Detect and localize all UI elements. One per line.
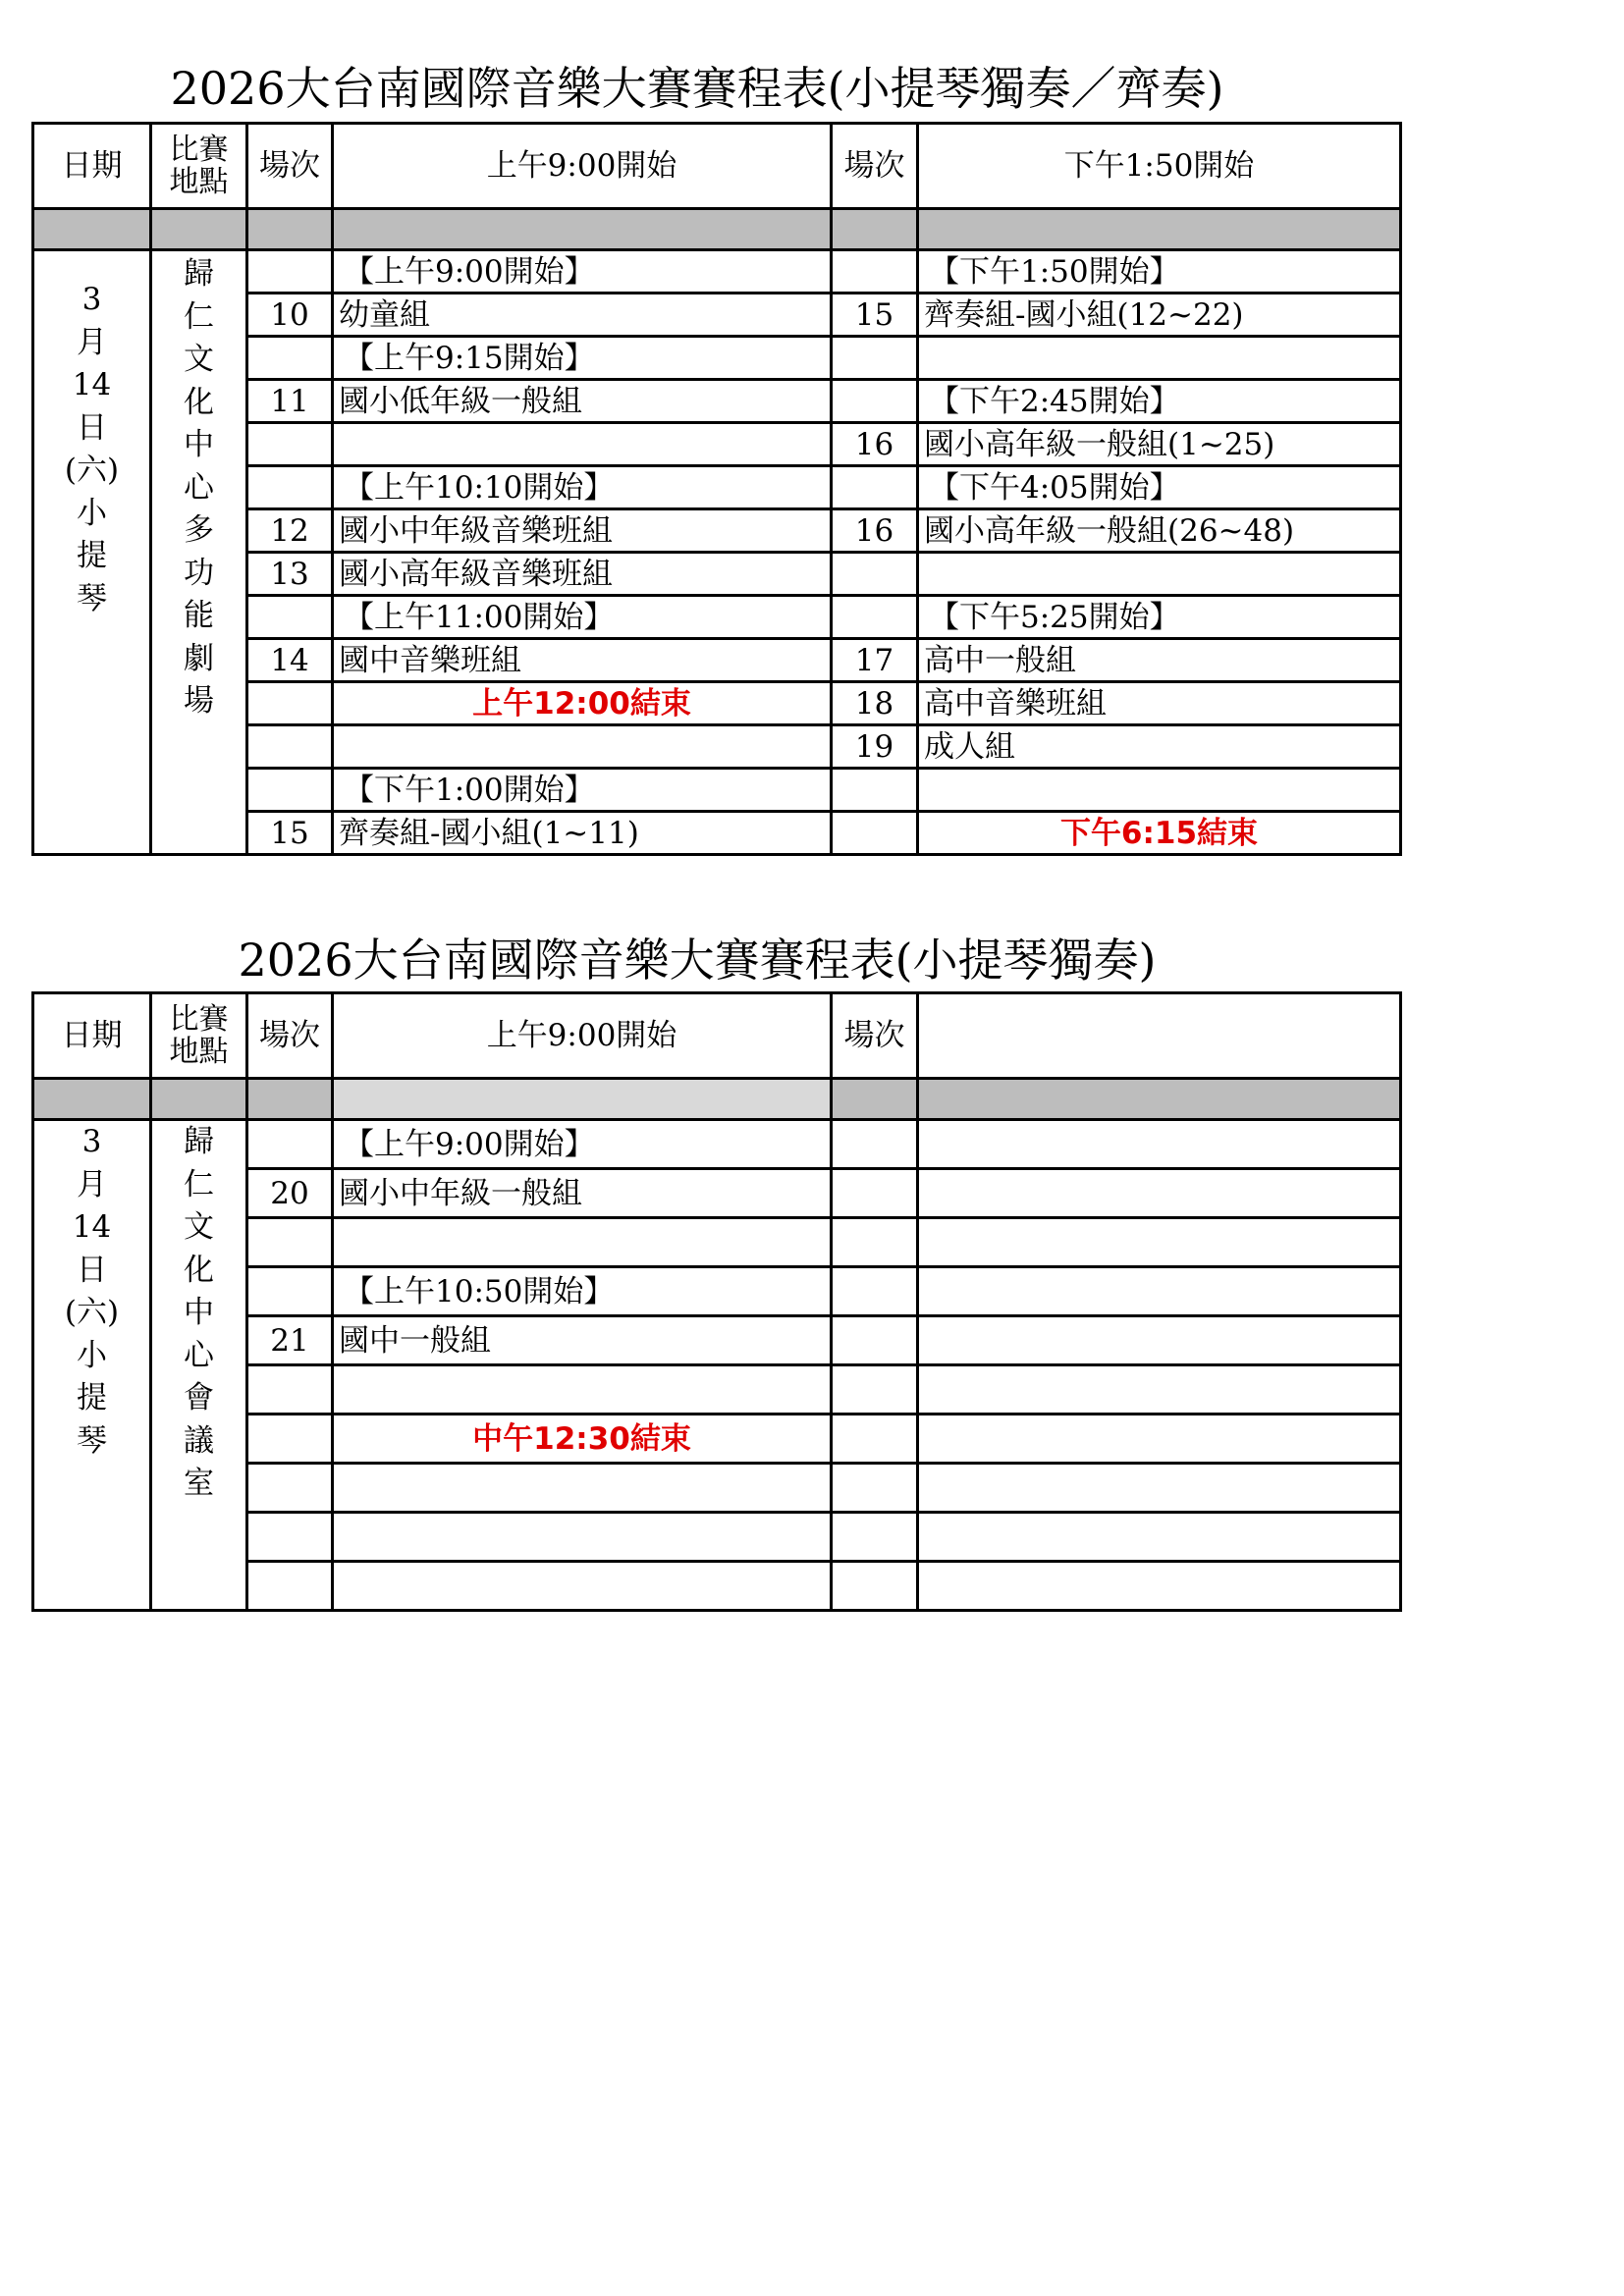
date-char: 3 <box>81 282 102 317</box>
table-row <box>33 1120 1401 1169</box>
am-session-no <box>247 725 333 769</box>
header-row <box>33 124 1401 209</box>
am-program: 國小低年級一般組 <box>333 380 832 423</box>
pm-program <box>918 1415 1401 1464</box>
pm-program <box>918 1513 1401 1562</box>
venue-header-line1: 比賽 <box>169 1002 229 1037</box>
session-header-am: 場次 <box>247 993 333 1079</box>
am-session-no <box>247 1218 333 1267</box>
am-session-no: 12 <box>247 509 333 553</box>
pm-time-slot: 【下午1:50開始】 <box>918 250 1401 294</box>
pm-session-no <box>832 553 918 596</box>
date-header: 日期 <box>33 124 151 209</box>
am-program <box>333 1218 832 1267</box>
header-row <box>33 993 1401 1079</box>
pm-session-no <box>832 1365 918 1415</box>
pm-session-no <box>832 337 918 380</box>
am-session-no: 21 <box>247 1316 333 1365</box>
date-char: 小 <box>77 495 107 531</box>
pm-program <box>918 769 1401 812</box>
venue-char: 心 <box>184 469 214 506</box>
venue-char: 劇 <box>184 640 214 676</box>
pm-program: 國小高年級一般組(26~48) <box>918 509 1401 553</box>
pm-time-slot: 【下午5:25開始】 <box>918 596 1401 639</box>
schedule-table-2 <box>31 991 1402 1612</box>
am-session-no <box>247 1415 333 1464</box>
venue-header-line1: 比賽 <box>169 133 229 167</box>
pm-session-no <box>832 812 918 855</box>
pm-session-no: 19 <box>832 725 918 769</box>
am-program <box>333 423 832 466</box>
am-session-no <box>247 337 333 380</box>
pm-program: 國小高年級一般組(1~25) <box>918 423 1401 466</box>
am-session-no <box>247 423 333 466</box>
date-char: 月 <box>77 324 107 360</box>
date-char: (六) <box>64 1295 120 1330</box>
pm-session-no <box>832 1415 918 1464</box>
date-char: 日 <box>77 1252 107 1288</box>
date-char: (六) <box>64 453 120 488</box>
pm-session-no: 17 <box>832 639 918 682</box>
am-program: 國中一般組 <box>333 1316 832 1365</box>
pm-program <box>918 1169 1401 1218</box>
pm-program <box>918 553 1401 596</box>
pm-program <box>918 337 1401 380</box>
pm-start-header: 下午1:50開始 <box>918 124 1401 209</box>
venue-char: 仁 <box>184 298 214 335</box>
pm-session-no <box>832 250 918 294</box>
am-program <box>333 1464 832 1513</box>
pm-program <box>918 1316 1401 1365</box>
am-session-no <box>247 682 333 725</box>
venue-char: 文 <box>184 1209 214 1245</box>
venue-header <box>151 124 247 209</box>
venue-char: 仁 <box>184 1166 214 1202</box>
venue-char: 中 <box>184 1295 214 1330</box>
pm-start-header <box>918 993 1401 1079</box>
date-char: 月 <box>77 1166 107 1202</box>
venue-char: 會 <box>184 1380 214 1415</box>
date-header: 日期 <box>33 993 151 1079</box>
pm-session-no: 16 <box>832 509 918 553</box>
venue-header-line2: 地點 <box>169 165 229 199</box>
pm-session-no: 18 <box>832 682 918 725</box>
pm-time-slot: 【下午4:05開始】 <box>918 466 1401 509</box>
date-char: 琴 <box>77 580 107 616</box>
pm-session-no <box>832 1562 918 1611</box>
venue-char: 歸 <box>184 256 214 292</box>
pm-program <box>918 1218 1401 1267</box>
am-session-no: 13 <box>247 553 333 596</box>
gray-separator-row <box>33 1079 1401 1120</box>
venue-header-line2: 地點 <box>169 1035 229 1069</box>
venue-char: 場 <box>184 683 214 719</box>
am-start-header: 上午9:00開始 <box>333 993 832 1079</box>
pm-session-no <box>832 466 918 509</box>
date-char: 小 <box>77 1337 107 1373</box>
am-session-no: 14 <box>247 639 333 682</box>
pm-program: 齊奏組-國小組(12~22) <box>918 294 1401 337</box>
am-start-header: 上午9:00開始 <box>333 124 832 209</box>
schedule-title-2: 2026大台南國際音樂大賽賽程表(小提琴獨奏) <box>238 934 1157 987</box>
am-session-no <box>247 1513 333 1562</box>
am-end-note: 上午12:00結束 <box>333 682 832 725</box>
pm-session-no <box>832 1120 918 1169</box>
date-char: 提 <box>77 538 107 573</box>
am-session-no <box>247 596 333 639</box>
pm-program <box>918 1365 1401 1415</box>
am-time-slot: 【下午1:00開始】 <box>333 769 832 812</box>
venue-cell <box>151 1120 247 1611</box>
date-char: 3 <box>81 1124 102 1159</box>
am-session-no: 15 <box>247 812 333 855</box>
pm-program <box>918 1120 1401 1169</box>
venue-char: 能 <box>184 598 214 633</box>
schedule-title-1: 2026大台南國際音樂大賽賽程表(小提琴獨奏／齊奏) <box>170 62 1224 115</box>
session-header-am: 場次 <box>247 124 333 209</box>
pm-program: 高中一般組 <box>918 639 1401 682</box>
am-program <box>333 725 832 769</box>
pm-session-no: 15 <box>832 294 918 337</box>
venue-char: 化 <box>184 384 214 420</box>
pm-session-no: 16 <box>832 423 918 466</box>
am-time-slot: 【上午10:10開始】 <box>333 466 832 509</box>
am-program: 國小高年級音樂班組 <box>333 553 832 596</box>
am-time-slot: 【上午9:00開始】 <box>333 1120 832 1169</box>
am-session-no <box>247 250 333 294</box>
am-session-no <box>247 1267 333 1316</box>
pm-session-no <box>832 769 918 812</box>
pm-program: 高中音樂班組 <box>918 682 1401 725</box>
session-header-pm: 場次 <box>832 124 918 209</box>
venue-char: 中 <box>184 427 214 462</box>
am-program: 國中音樂班組 <box>333 639 832 682</box>
date-cell <box>33 1120 151 1611</box>
pm-session-no <box>832 380 918 423</box>
am-session-no <box>247 1562 333 1611</box>
pm-session-no <box>832 1316 918 1365</box>
pm-session-no <box>832 1218 918 1267</box>
pm-program <box>918 1562 1401 1611</box>
pm-session-no <box>832 1464 918 1513</box>
venue-char: 室 <box>184 1466 214 1501</box>
date-char: 14 <box>72 1209 112 1245</box>
am-session-no <box>247 1464 333 1513</box>
am-session-no: 10 <box>247 294 333 337</box>
date-char: 琴 <box>77 1422 107 1459</box>
am-session-no <box>247 466 333 509</box>
pm-session-no <box>832 596 918 639</box>
am-session-no <box>247 1120 333 1169</box>
venue-char: 文 <box>184 342 214 377</box>
gray-separator-row <box>33 209 1401 250</box>
am-end-note: 中午12:30結束 <box>333 1415 832 1464</box>
am-program: 國小中年級一般組 <box>333 1169 832 1218</box>
pm-session-no <box>832 1169 918 1218</box>
am-session-no: 20 <box>247 1169 333 1218</box>
venue-header <box>151 993 247 1079</box>
pm-program <box>918 1464 1401 1513</box>
date-char: 14 <box>72 367 112 402</box>
table-row <box>33 250 1401 294</box>
venue-char: 功 <box>184 555 214 591</box>
venue-char: 歸 <box>184 1124 214 1159</box>
venue-cell <box>151 250 247 855</box>
am-program: 國小中年級音樂班組 <box>333 509 832 553</box>
pm-program <box>918 1267 1401 1316</box>
am-time-slot: 【上午10:50開始】 <box>333 1267 832 1316</box>
pm-session-no <box>832 1513 918 1562</box>
date-cell <box>33 250 151 855</box>
venue-char: 心 <box>184 1337 214 1373</box>
am-program <box>333 1365 832 1415</box>
pm-session-no <box>832 1267 918 1316</box>
venue-char: 議 <box>184 1422 214 1459</box>
am-program: 齊奏組-國小組(1~11) <box>333 812 832 855</box>
session-header-pm: 場次 <box>832 993 918 1079</box>
am-program <box>333 1562 832 1611</box>
am-program: 幼童組 <box>333 294 832 337</box>
venue-char: 多 <box>184 512 214 548</box>
pm-end-note: 下午6:15結束 <box>918 812 1401 855</box>
am-session-no <box>247 769 333 812</box>
venue-char: 化 <box>184 1252 214 1288</box>
am-program <box>333 1513 832 1562</box>
pm-time-slot: 【下午2:45開始】 <box>918 380 1401 423</box>
date-char: 提 <box>77 1380 107 1415</box>
am-time-slot: 【上午11:00開始】 <box>333 596 832 639</box>
am-session-no: 11 <box>247 380 333 423</box>
am-time-slot: 【上午9:00開始】 <box>333 250 832 294</box>
am-session-no <box>247 1365 333 1415</box>
am-time-slot: 【上午9:15開始】 <box>333 337 832 380</box>
pm-program: 成人組 <box>918 725 1401 769</box>
schedule-table-1 <box>31 122 1402 856</box>
date-char: 日 <box>77 409 107 446</box>
